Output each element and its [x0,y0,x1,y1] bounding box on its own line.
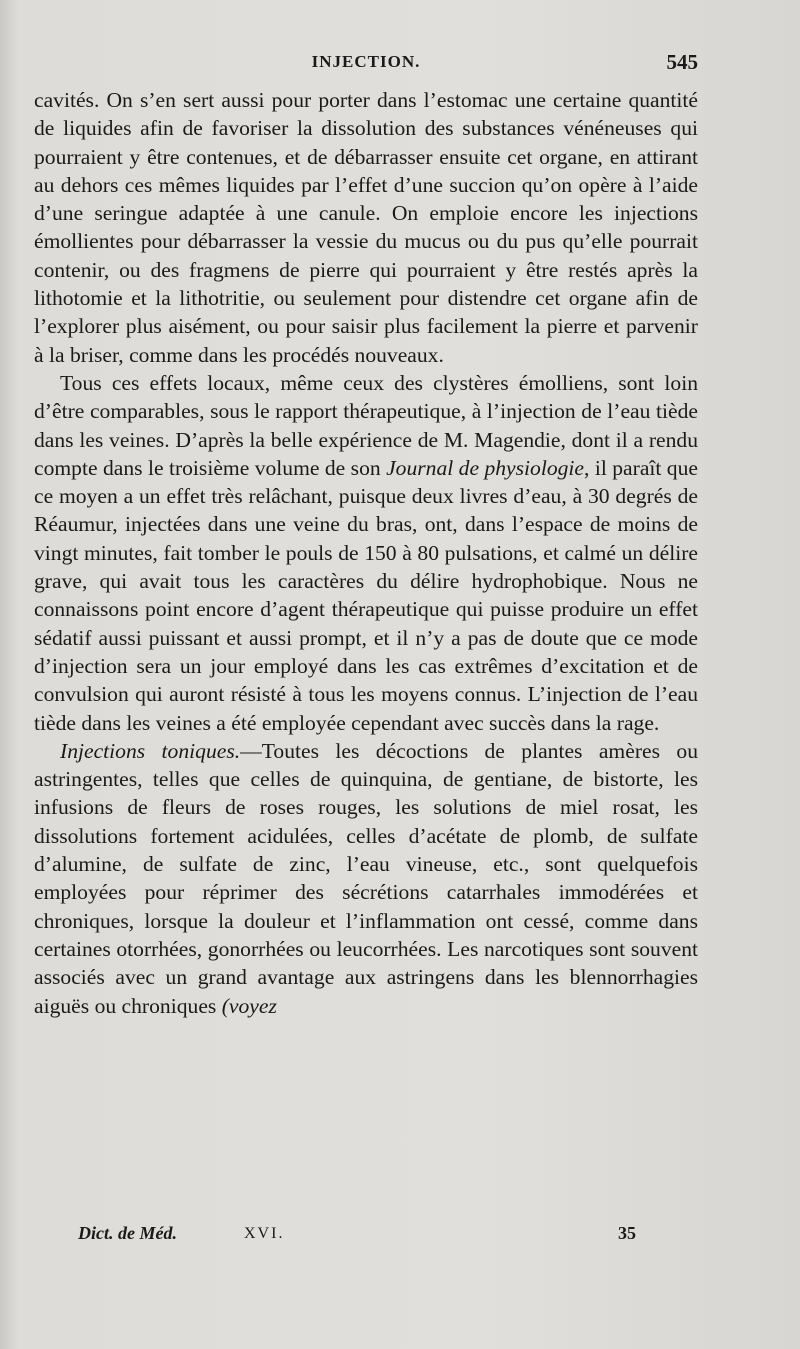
footer-title: Dict. de Méd. [78,1223,177,1243]
paragraph-1-text: cavités. On s’en sert aussi pour porter dans l’estomac une certaine quantité de liquides afin de favoriser la dissolution des substances vénéneuses qui pourraient y être contenues, et de débarrasser ensuite cet organe, en attirant au dehors ces mêmes liquides par l’effet d’une succion qu’on opère à l’aide d’une seringue adaptée à une canule. On emploie encore les injections émollientes pour débarrasser la vessie du mucus ou du pus qu’elle pourrait contenir, ou des fragmens de pierre qui pourraient y être restés après la lithotomie et la lithotritie, ou seulement pour distendre cet organe afin de l’explorer plus aisément, ou pour saisir plus facilement la pierre et parvenir à la briser, comme dans les procédés nouveaux. [34,88,698,367]
section-heading-injections-toniques: Injections toniques. [60,738,241,763]
body-text [34,86,698,1020]
running-title: INJECTION. [311,52,421,71]
footer-volume: XVI. [244,1225,285,1242]
paragraph-2-text-after: , il paraît que ce moyen a un effet très relâchant, puisque deux livres d’eau, à 30 degrés de Réaumur, injectées dans une veine du bras, ont, dans l’espace de moins de vingt minutes, fait tomber le pouls de 150 à 80 pulsations, et calmé un délire grave, qui avait tous les caractères du délire hydrophobique. Nous ne connaissons point encore d’agent thérapeutique qui puisse produire un effet sédatif aussi puissant et aussi prompt, et il n’y a pas de doute que ce mode d’injection sera un jour employé dans les cas extrêmes d’excitation et de convulsion qui auront résisté à tous les moyens connus. L’injection de l’eau tiède dans les veines a été employée cependant avec succès dans la rage. [34,455,698,735]
paragraph-magendie [34,369,698,737]
page-number: 545 [666,50,698,74]
cross-reference: (voyez [221,993,277,1018]
page-footer [34,1223,698,1249]
paragraph-injections-toniques [34,737,698,1020]
paragraph-2-text-before: Tous ces effets locaux, même ceux des clystères émolliens, sont loin d’être comparables, sous le rapport thérapeutique, à l’injection de l’eau tiède dans les veines. D’après la belle expérience de M. Magendie, dont il a rendu compte dans le troisième volume de son [34,370,698,480]
paragraph-continuation [34,86,698,369]
footer-signature: 35 [618,1223,636,1243]
page-header [34,52,698,80]
paragraph-3-text: —Toutes les décoctions de plantes amères ou astringentes, telles que celles de quinquina, de gentiane, de bistorte, les infusions de fleurs de roses rouges, les solutions de miel rosat, les dissolutions fortement acidulées, celles d’acétate de plomb, de sulfate d’alumine, de sulfate de zinc, l’eau vineuse, etc., sont quelquefois employées pour réprimer des sécrétions catarrhales immodérées et chroniques, lorsque la douleur et l’inflammation ont cessé, comme dans certaines otorrhées, gonorrhées ou leucorrhées. Les narcotiques sont souvent associés avec un grand avantage aux astringens dans les blennorrhagies aiguës ou chroniques [34,738,698,1018]
journal-title: Journal de physiologie [386,455,585,480]
